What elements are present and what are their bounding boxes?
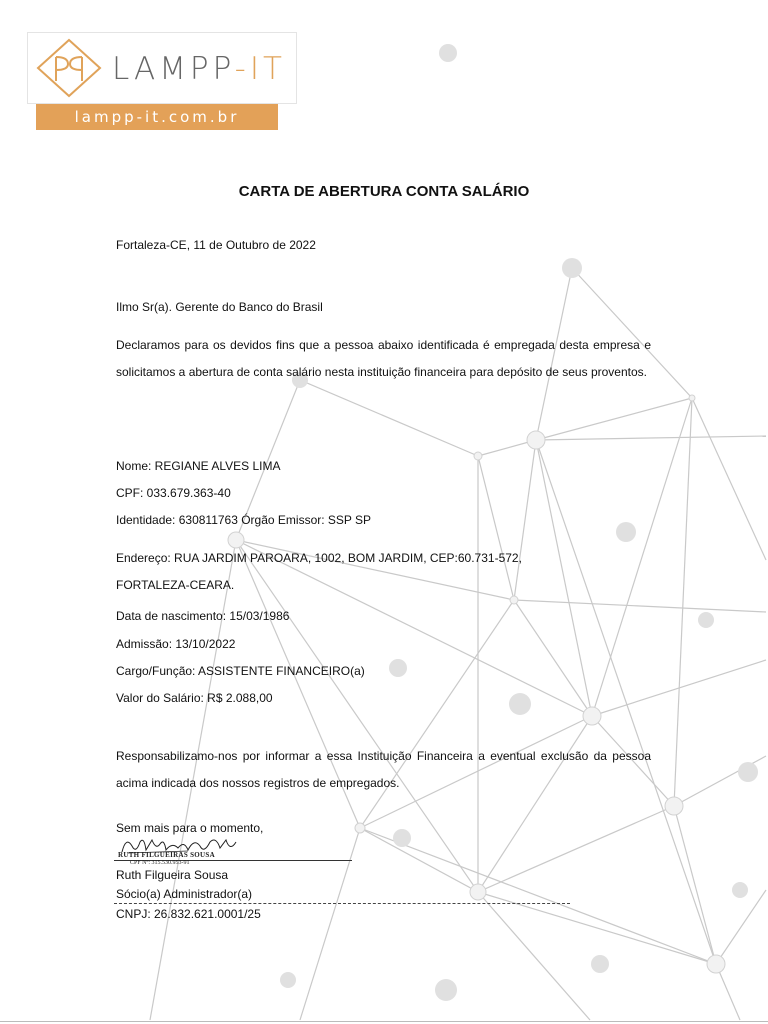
signature-stamp-name: RUTH FILGUEIRAS SOUSA (118, 851, 215, 859)
employee-name: Nome: REGIANE ALVES LIMA (116, 459, 281, 473)
employee-birth-date: Data de nascimento: 15/03/1986 (116, 609, 290, 623)
signer-name: Ruth Filgueira Sousa (116, 868, 229, 882)
employee-identity: Identidade: 630811763 Órgão Emissor: SSP SP (116, 513, 372, 527)
diamond-logo-icon (34, 37, 104, 99)
page-bottom-edge (0, 1021, 768, 1022)
employee-address-line1: Endereço: RUA JARDIM PAROARA, 1002, BOM JARDIM, CEP:60.731-572, (116, 551, 522, 565)
dashed-divider (114, 903, 570, 904)
logo-brand-text: LAMPP-IT (112, 51, 286, 87)
signature-stamp-cpf: CPF Nº: 315.530.953-91 (130, 860, 190, 866)
company-logo (27, 32, 297, 104)
website-url: lampp-it.com.br (36, 104, 278, 130)
signer-role: Sócio(a) Administrador(a) (116, 887, 253, 901)
document-title: CARTA DE ABERTURA CONTA SALÁRIO (238, 183, 530, 200)
company-cnpj: CNPJ: 26.832.621.0001/25 (116, 907, 261, 921)
responsibility-paragraph: Responsabilizamo-nos por informar a essa Instituição Financeira a eventual exclusão da pessoa acima indicada dos nossos registros de empregados. (116, 749, 651, 790)
employee-cpf: CPF: 033.679.363-40 (116, 486, 231, 500)
closing-text: Sem mais para o momento, (116, 821, 264, 835)
employee-address-line2: FORTALEZA-CEARA. (116, 578, 235, 592)
addressee: Ilmo Sr(a). Gerente do Banco do Brasil (116, 300, 323, 314)
place-date: Fortaleza-CE, 11 de Outubro de 2022 (116, 238, 316, 252)
employee-salary: Valor do Salário: R$ 2.088,00 (116, 691, 273, 705)
employee-role: Cargo/Função: ASSISTENTE FINANCEIRO(a) (116, 664, 365, 678)
intro-paragraph: Declaramos para os devidos fins que a pessoa abaixo identificada é empregada desta empresa e solicitamos a abertura de conta salário nesta instituição financeira para depósito de seus proventos. (116, 338, 651, 379)
employee-admission: Admissão: 13/10/2022 (116, 637, 236, 651)
